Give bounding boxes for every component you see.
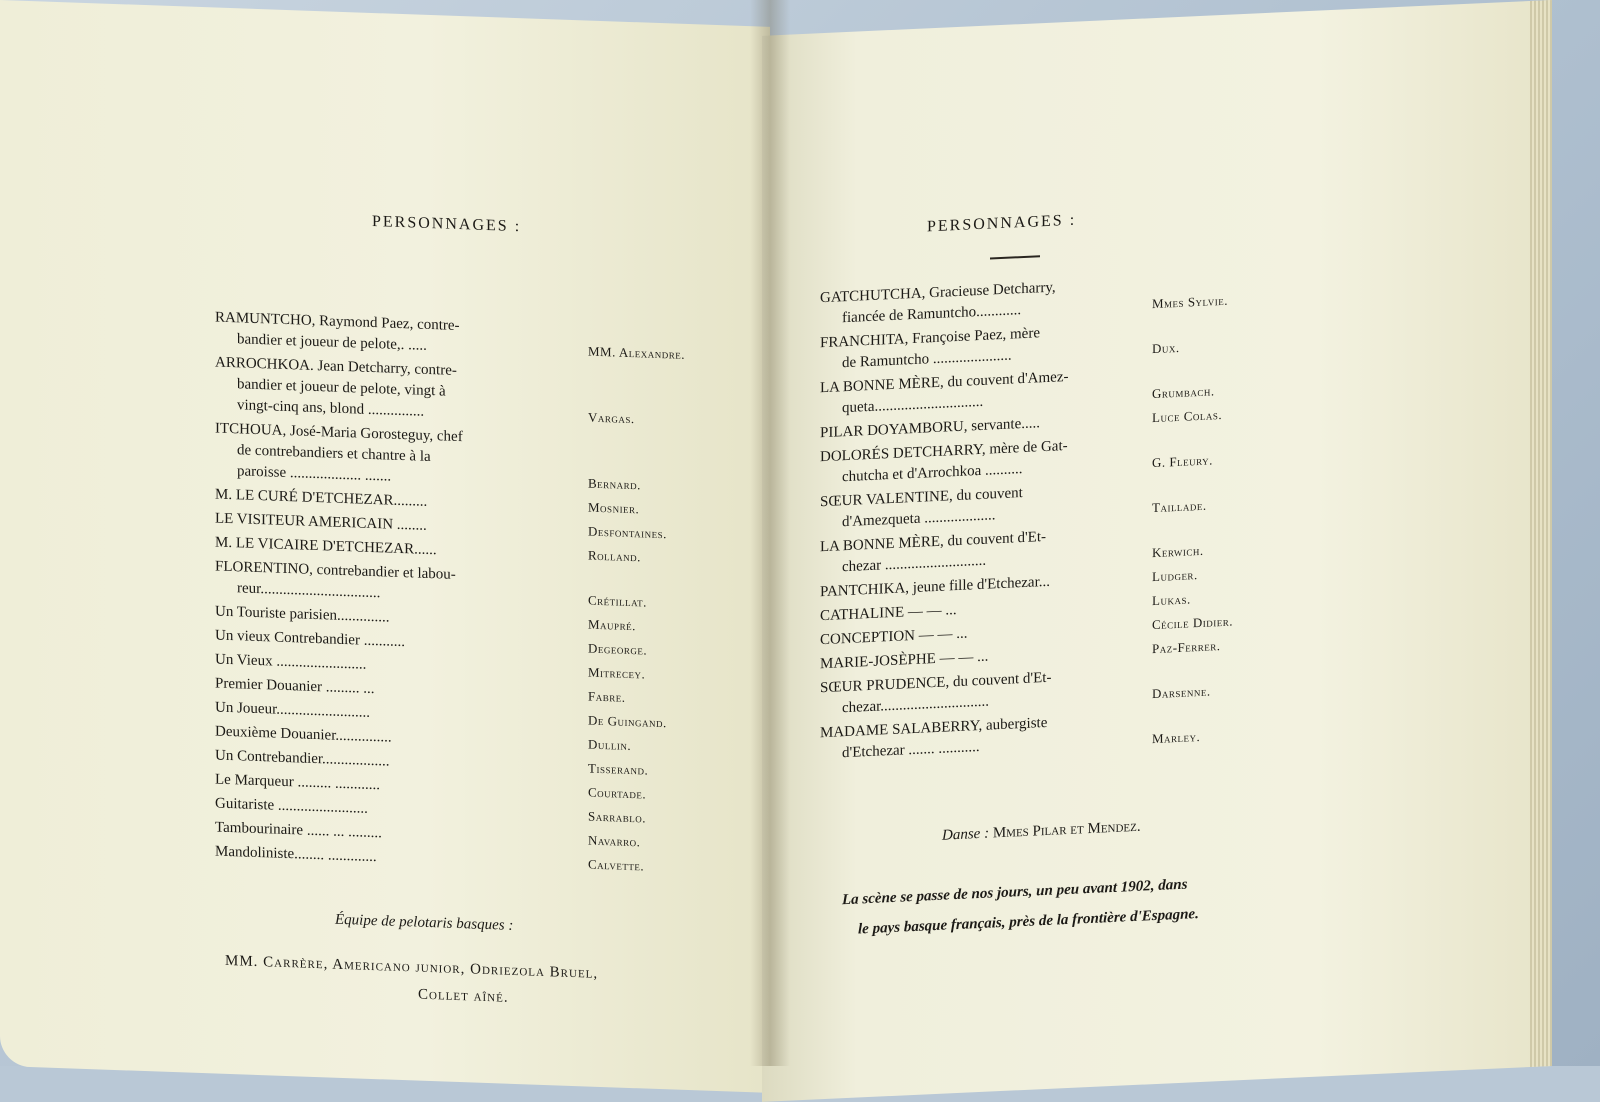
actor-name: Lukas. [1152, 591, 1191, 609]
dance-line [942, 819, 1141, 845]
role-line: d'Etchezar ....... ........... [842, 738, 980, 762]
dance-names: Mmes Pilar et Mendez. [992, 818, 1141, 842]
right-page [762, 0, 1552, 1102]
team-line-1: MM. Carrère, Americano junior, Odriezola Bruel, [225, 952, 599, 982]
actor-name: Courtade. [588, 784, 647, 802]
dance-label: Danse : [942, 825, 990, 844]
actor-name: Degeorge. [588, 640, 648, 658]
role-line: GATCHUTCHA, Gracieuse Detcharry, [820, 279, 1056, 307]
actor-name: Taillade. [1152, 497, 1207, 516]
role-line: PANTCHIKA, jeune fille d'Etchezar... [820, 573, 1051, 601]
role-line: Premier Douanier ......... ... [215, 675, 375, 698]
actor-name: Crétillat. [588, 592, 647, 610]
scene-line-2: le pays basque français, près de la frontière d'Espagne. [858, 906, 1199, 938]
role-line: DOLORÉS DETCHARRY, mère de Gat- [820, 437, 1068, 466]
page-edges [1530, 0, 1552, 1067]
actor-name: Paz-Ferrer. [1152, 638, 1221, 657]
actor-name: MM. Alexandre. [588, 343, 686, 362]
actor-name: Dullin. [588, 736, 632, 754]
role-line: Un Touriste parisien.............. [215, 603, 390, 626]
role-line: Un vieux Contrebandier ........... [215, 627, 405, 651]
role-line: vingt-cinq ans, blond ............... [237, 397, 425, 420]
actor-name: G. Fleury. [1152, 452, 1213, 471]
role-line: Mandoliniste........ ............. [215, 843, 377, 866]
actor-name: Kerwich. [1152, 542, 1204, 561]
role-line: M. LE VICAIRE D'ETCHEZAR...... [215, 534, 437, 559]
actor-name: Mitrecey. [588, 664, 646, 682]
actor-name: Navarro. [588, 832, 641, 850]
book-gutter [750, 0, 790, 1066]
team-line-2: Collet aîné. [418, 986, 509, 1006]
role-line: SŒUR VALENTINE, du couvent [820, 485, 1023, 511]
left-heading: PERSONNAGES : [372, 212, 522, 236]
role-line: LE VISITEUR AMERICAIN ........ [215, 510, 427, 534]
role-line: de Ramuntcho ..................... [842, 347, 1012, 372]
role-line: MARIE-JOSÈPHE — — ... [820, 648, 989, 673]
left-page [0, 0, 770, 1093]
actor-name: Mosnier. [588, 499, 640, 517]
role-line: PILAR DOYAMBORU, servante..... [820, 415, 1040, 442]
actor-name: Bernard. [588, 475, 641, 493]
role-line: Le Marqueur ......... ............ [215, 771, 380, 794]
actor-name: Luce Colas. [1152, 406, 1223, 426]
actor-name: Desfontaines. [588, 523, 667, 542]
role-line: fiancée de Ramuntcho............ [842, 302, 1022, 327]
team-title: Équipe de pelotaris basques : [335, 911, 514, 934]
role-line: LA BONNE MÈRE, du couvent d'Amez- [820, 368, 1069, 397]
actor-name: Cécile Didier. [1152, 613, 1234, 633]
role-line: bandier et joueur de pelote, vingt à [237, 376, 446, 400]
actor-name: De Guingand. [588, 712, 667, 731]
role-line: MADAME SALABERRY, aubergiste [820, 714, 1048, 742]
role-line: paroisse ................... ....... [237, 463, 392, 485]
role-line: CATHALINE — — ... [820, 602, 957, 625]
role-line: Un Vieux ........................ [215, 651, 367, 673]
role-line: Guitariste ........................ [215, 795, 368, 817]
actor-name: Marley. [1152, 728, 1201, 747]
role-line: chutcha et d'Arrochkoa .......... [842, 461, 1023, 486]
role-line: Un Contrebandier.................. [215, 747, 390, 770]
actor-name: Rolland. [588, 547, 641, 565]
actor-name: Darsenne. [1152, 683, 1211, 702]
role-line: Un Joueur......................... [215, 699, 370, 721]
actor-name: Mmes Sylvie. [1152, 292, 1228, 312]
actor-name: Calvette. [588, 856, 645, 874]
role-line: chezar ........................... [842, 552, 987, 576]
heading-rule [990, 255, 1040, 259]
actor-name: Sarrablo. [588, 808, 646, 826]
role-line: de contrebandiers et chantre à la [237, 442, 431, 466]
role-line: bandier et joueur de pelote,. ..... [237, 331, 427, 354]
role-line: RAMUNTCHO, Raymond Paez, contre- [215, 309, 460, 335]
actor-name: Grumbach. [1152, 383, 1215, 402]
role-line: chezar............................. [842, 693, 990, 717]
role-line: FRANCHITA, Françoise Paez, mère [820, 325, 1040, 352]
actor-name: Fabre. [588, 688, 626, 705]
right-heading: PERSONNAGES : [927, 211, 1077, 236]
scene-line-1: La scène se passe de nos jours, un peu avant 1902, dans [842, 876, 1188, 909]
role-line: Tambourinaire ...... ... ......... [215, 819, 382, 842]
actor-name: Dux. [1152, 339, 1180, 357]
role-line: ITCHOUA, José-Maria Gorosteguy, chef [215, 420, 463, 446]
role-line: reur................................ [237, 580, 381, 602]
role-line: queta............................. [842, 393, 984, 417]
role-line: d'Amezqueta ................... [842, 507, 996, 531]
role-line: ARROCHKOA. Jean Detcharry, contre- [215, 354, 457, 379]
actor-name: Ludger. [1152, 567, 1198, 585]
role-line: M. LE CURÉ D'ETCHEZAR......... [215, 486, 428, 510]
role-line: FLORENTINO, contrebandier et labou- [215, 558, 456, 583]
actor-name: Tisserand. [588, 760, 649, 778]
actor-name: Maupré. [588, 616, 636, 634]
role-line: LA BONNE MÈRE, du couvent d'Et- [820, 528, 1047, 556]
actor-name: Vargas. [588, 409, 635, 427]
role-line: Deuxième Douanier............... [215, 723, 392, 746]
role-line: CONCEPTION — — ... [820, 625, 968, 649]
role-line: SŒUR PRUDENCE, du couvent d'Et- [820, 669, 1052, 697]
